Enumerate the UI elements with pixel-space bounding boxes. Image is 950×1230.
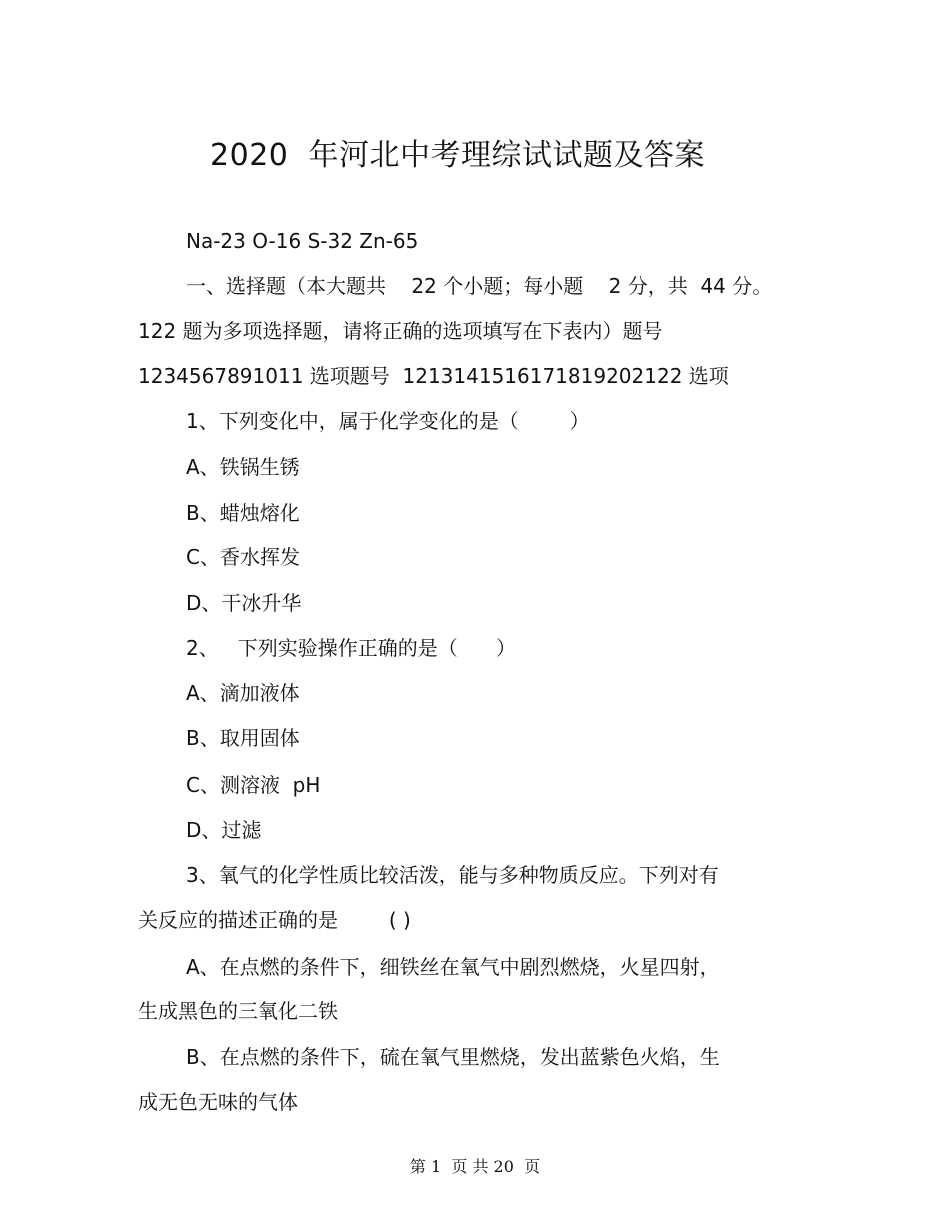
question-1-option-c: C、香水挥发 bbox=[186, 545, 300, 569]
question-2-option-a: A、滴加液体 bbox=[186, 681, 300, 705]
question-1-option-d: D、干冰升华 bbox=[186, 591, 302, 615]
question-1-option-a: A、铁锅生锈 bbox=[186, 455, 300, 479]
section-heading: 一、选择题（本大题共 22 个小题；每小题 2 分，共 44 分。 bbox=[186, 274, 773, 298]
page-footer: 第 1 页 共 20 页 bbox=[409, 1157, 541, 1176]
question-2-option-b: B、取用固体 bbox=[186, 726, 300, 750]
section-note: 122 题为多项选择题，请将正确的选项填写在下表内）题号 bbox=[138, 319, 663, 343]
question-3-option-b: B、在点燃的条件下，硫在氧气里燃烧，发出蓝紫色火焰，生 bbox=[186, 1045, 720, 1069]
question-3: 3、氧气的化学性质比较活泼，能与多种物质反应。下列对有 bbox=[186, 863, 719, 887]
answer-table-header: 1234567891011 选项题号 1213141516171819202122 选项 bbox=[138, 364, 729, 388]
question-1-option-b: B、蜡烛熔化 bbox=[186, 501, 300, 525]
question-2: 2、 下列实验操作正确的是（ ） bbox=[186, 636, 516, 660]
question-3-option-a-continued: 生成黑色的三氧化二铁 bbox=[138, 999, 338, 1023]
question-2-option-d: D、过滤 bbox=[186, 818, 262, 842]
question-1: 1、下列变化中，属于化学变化的是（ ） bbox=[186, 409, 590, 433]
question-3-continued: 关反应的描述正确的是 ( ) bbox=[138, 908, 411, 932]
question-3-option-b-continued: 成无色无味的气体 bbox=[138, 1090, 298, 1114]
document-title: 2020 年河北中考理综试试题及答案 bbox=[210, 138, 705, 173]
question-3-option-a: A、在点燃的条件下，细铁丝在氧气中剧烈燃烧，火星四射， bbox=[186, 955, 720, 979]
atomic-masses-line: Na-23 O-16 S-32 Zn-65 bbox=[186, 229, 419, 253]
question-2-option-c: C、测溶液 pH bbox=[186, 773, 321, 797]
